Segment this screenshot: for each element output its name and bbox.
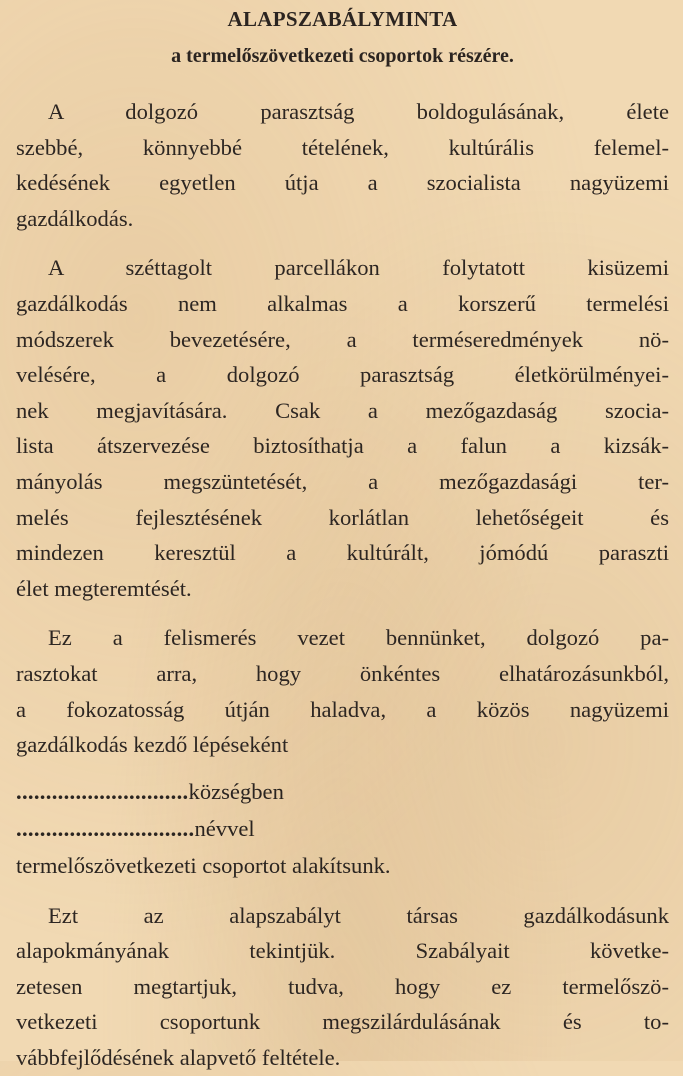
text-line: Ezt az alapszabályt társas gazdálkodásunk <box>48 902 669 928</box>
village-blank[interactable]: ............................. <box>16 778 189 804</box>
paragraph-2 <box>16 250 669 606</box>
text-line: A széttagolt parcellákon folytatott kisüzemi <box>48 255 669 281</box>
text-line: módszerek bevezetésére, a terméseredmények nö- <box>16 326 669 352</box>
text-line: zetesen megtartjuk, tudva, hogy ez termelőszö- <box>16 973 669 999</box>
closing-line: termelőszövetkezeti csoportot alakítsunk. <box>16 852 391 878</box>
text-line: szebbé, könnyebbé tételének, kultúrális felemel- <box>16 134 669 160</box>
name-fill-line <box>16 810 669 847</box>
text-line: mindezen keresztül a kultúrált, jómódú paraszti <box>16 540 669 566</box>
paragraph-1 <box>16 94 669 236</box>
document-title: ALAPSZABÁLYMINTA <box>227 7 458 31</box>
text-line: rasztokat arra, hogy önkéntes elhatározásunkból, <box>16 660 669 686</box>
text-line: gazdálkodás nem alkalmas a korszerű termelési <box>16 290 669 316</box>
text-line: vábbfejlődésének alapvető feltétele. <box>16 1045 341 1071</box>
text-line: lista átszervezése biztosíthatja a falun a kizsák- <box>16 433 669 459</box>
text-line: élet megteremtését. <box>16 575 192 601</box>
document-subtitle: a termelőszövetkezeti csoportok részére. <box>171 45 514 67</box>
text-line: vetkezeti csoportunk megszilárdulásának és to- <box>16 1009 669 1035</box>
text-line: a fokozatosság útján haladva, a közös nagyüzemi <box>16 696 669 722</box>
text-line: nek megjavítására. Csak a mezőgazdaság szocia- <box>16 397 669 423</box>
text-line: mányolás megszüntetését, a mezőgazdasági ter- <box>16 468 669 494</box>
paragraph-4 <box>16 898 669 1076</box>
name-blank[interactable]: .............................. <box>16 815 195 841</box>
text-line: alapokmányának tekintjük. Szabályait követke- <box>16 938 669 964</box>
text-line: gazdálkodás. <box>16 205 134 231</box>
village-label: községben <box>188 778 284 804</box>
text-line: gazdálkodás kezdő lépéseként <box>16 732 289 758</box>
text-line: melés fejlesztésének korlátlan lehetőségeit és <box>16 504 669 530</box>
text-line: A dolgozó parasztság boldogulásának, élete <box>48 99 669 124</box>
village-fill-line <box>16 773 669 810</box>
text-line: Ez a felismerés vezet bennünket, dolgozó pa- <box>48 625 669 651</box>
text-line: velésére, a dolgozó parasztság életkörülményei- <box>16 362 669 388</box>
text-line: kedésének egyetlen útja a szocialista nagyüzemi <box>16 170 669 196</box>
paragraph-3 <box>16 620 669 762</box>
name-label: névvel <box>194 815 255 841</box>
